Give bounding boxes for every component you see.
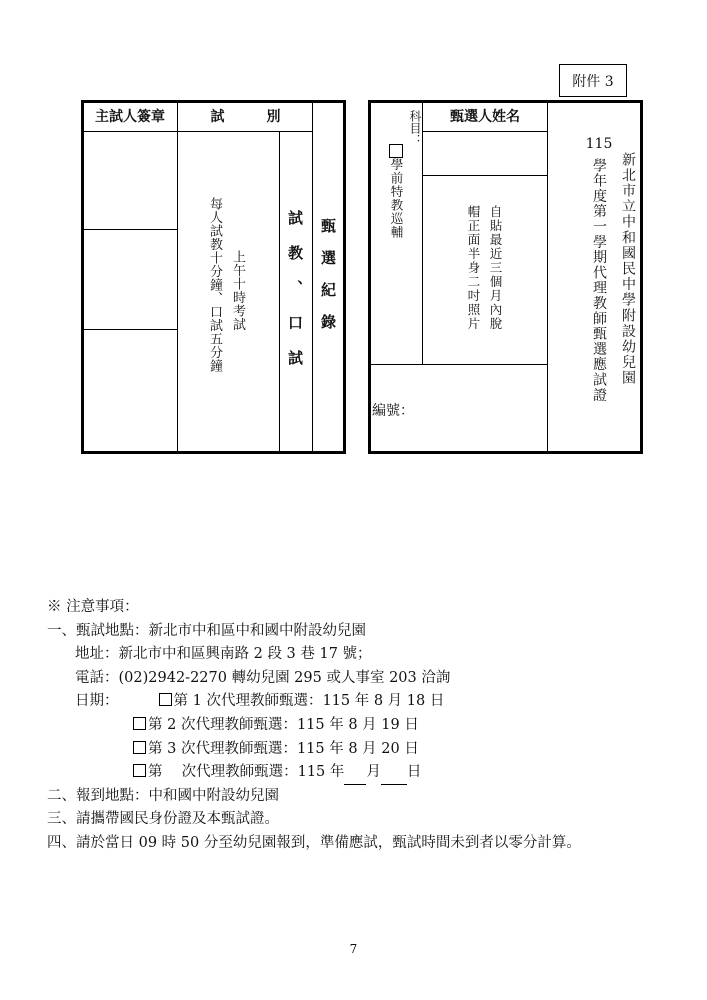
notes-item-time: 四、請於當日 09 時 50 分至幼兒園報到，準備應試，甄試時間未到者以零分計算。 <box>47 834 581 851</box>
page-number: 7 <box>349 942 358 956</box>
day-blank[interactable] <box>381 768 407 785</box>
notes-item-location: 一、甄試地點：新北市中和區中和國中附設幼兒園 <box>47 622 366 639</box>
notes-date-row-4 <box>47 761 581 785</box>
date-option-4: 第 次代理教師甄選：115 年 <box>148 764 345 781</box>
notes-date-row-2 <box>47 714 581 738</box>
month-blank[interactable] <box>344 768 366 785</box>
exam-schedule-detail: 每人試教十分鐘、口試五分鐘 <box>207 197 222 373</box>
date-checkbox-3[interactable] <box>133 741 146 754</box>
attachment-label <box>559 64 627 97</box>
ticket-title-year: 115 <box>585 136 613 152</box>
category-header: 試 別 <box>210 109 281 125</box>
photo-instruction-2: 帽正面半身二吋照片 <box>466 205 481 331</box>
date-option-3: 第 3 次代理教師甄選：115 年 8 月 20 日 <box>148 740 419 757</box>
signature-header: 主試人簽章 <box>95 109 165 125</box>
notes-section <box>47 596 581 856</box>
photo-instruction-1: 自貼最近三個月內脫 <box>488 205 503 331</box>
ticket-title-school: 新北市立中和國民中學附設幼兒園 <box>620 152 636 386</box>
selection-record-label: 甄選紀錄 <box>319 218 337 346</box>
notes-address: 地址：新北市中和區興南路 2 段 3 巷 17 號； <box>75 646 372 663</box>
month-unit: 月 <box>366 764 381 781</box>
notes-phone: 電話：(02)2942-2270 轉幼兒園 295 或人事室 203 洽詢 <box>75 669 451 686</box>
date-checkbox-2[interactable] <box>133 717 146 730</box>
candidate-name-header: 甄選人姓名 <box>450 109 520 125</box>
date-option-1: 第 1 次代理教師甄選：115 年 8 月 18 日 <box>173 693 445 710</box>
subject-option: 學前特教巡輔 <box>389 158 404 239</box>
notes-item-checkin: 二、報到地點：中和國中附設幼兒園 <box>47 787 279 804</box>
subject-checkbox[interactable] <box>389 144 403 158</box>
notes-date-row-1 <box>47 690 581 714</box>
notes-date-row-3 <box>47 738 581 762</box>
ticket-title-term: 學年度第一學期代理教師甄選應試證 <box>591 158 607 403</box>
candidate-number-label: 編號： <box>372 403 414 419</box>
exam-type-label: 試教、口試 <box>286 210 304 385</box>
notes-date-label: 日期： <box>75 693 119 710</box>
date-option-2: 第 2 次代理教師甄選：115 年 8 月 19 日 <box>148 716 419 733</box>
attachment-label-text: 附件 3 <box>572 73 614 90</box>
date-checkbox-4[interactable] <box>133 764 146 777</box>
notes-heading: ※ 注意事項： <box>47 599 139 615</box>
notes-item-documents: 三、請攜帶國民身份證及本甄試證。 <box>47 811 279 828</box>
date-checkbox-1[interactable] <box>159 693 172 706</box>
day-unit: 日 <box>406 764 422 781</box>
subject-label: 科目： <box>408 110 422 146</box>
exam-schedule-time: 上午十時考試 <box>230 250 245 331</box>
